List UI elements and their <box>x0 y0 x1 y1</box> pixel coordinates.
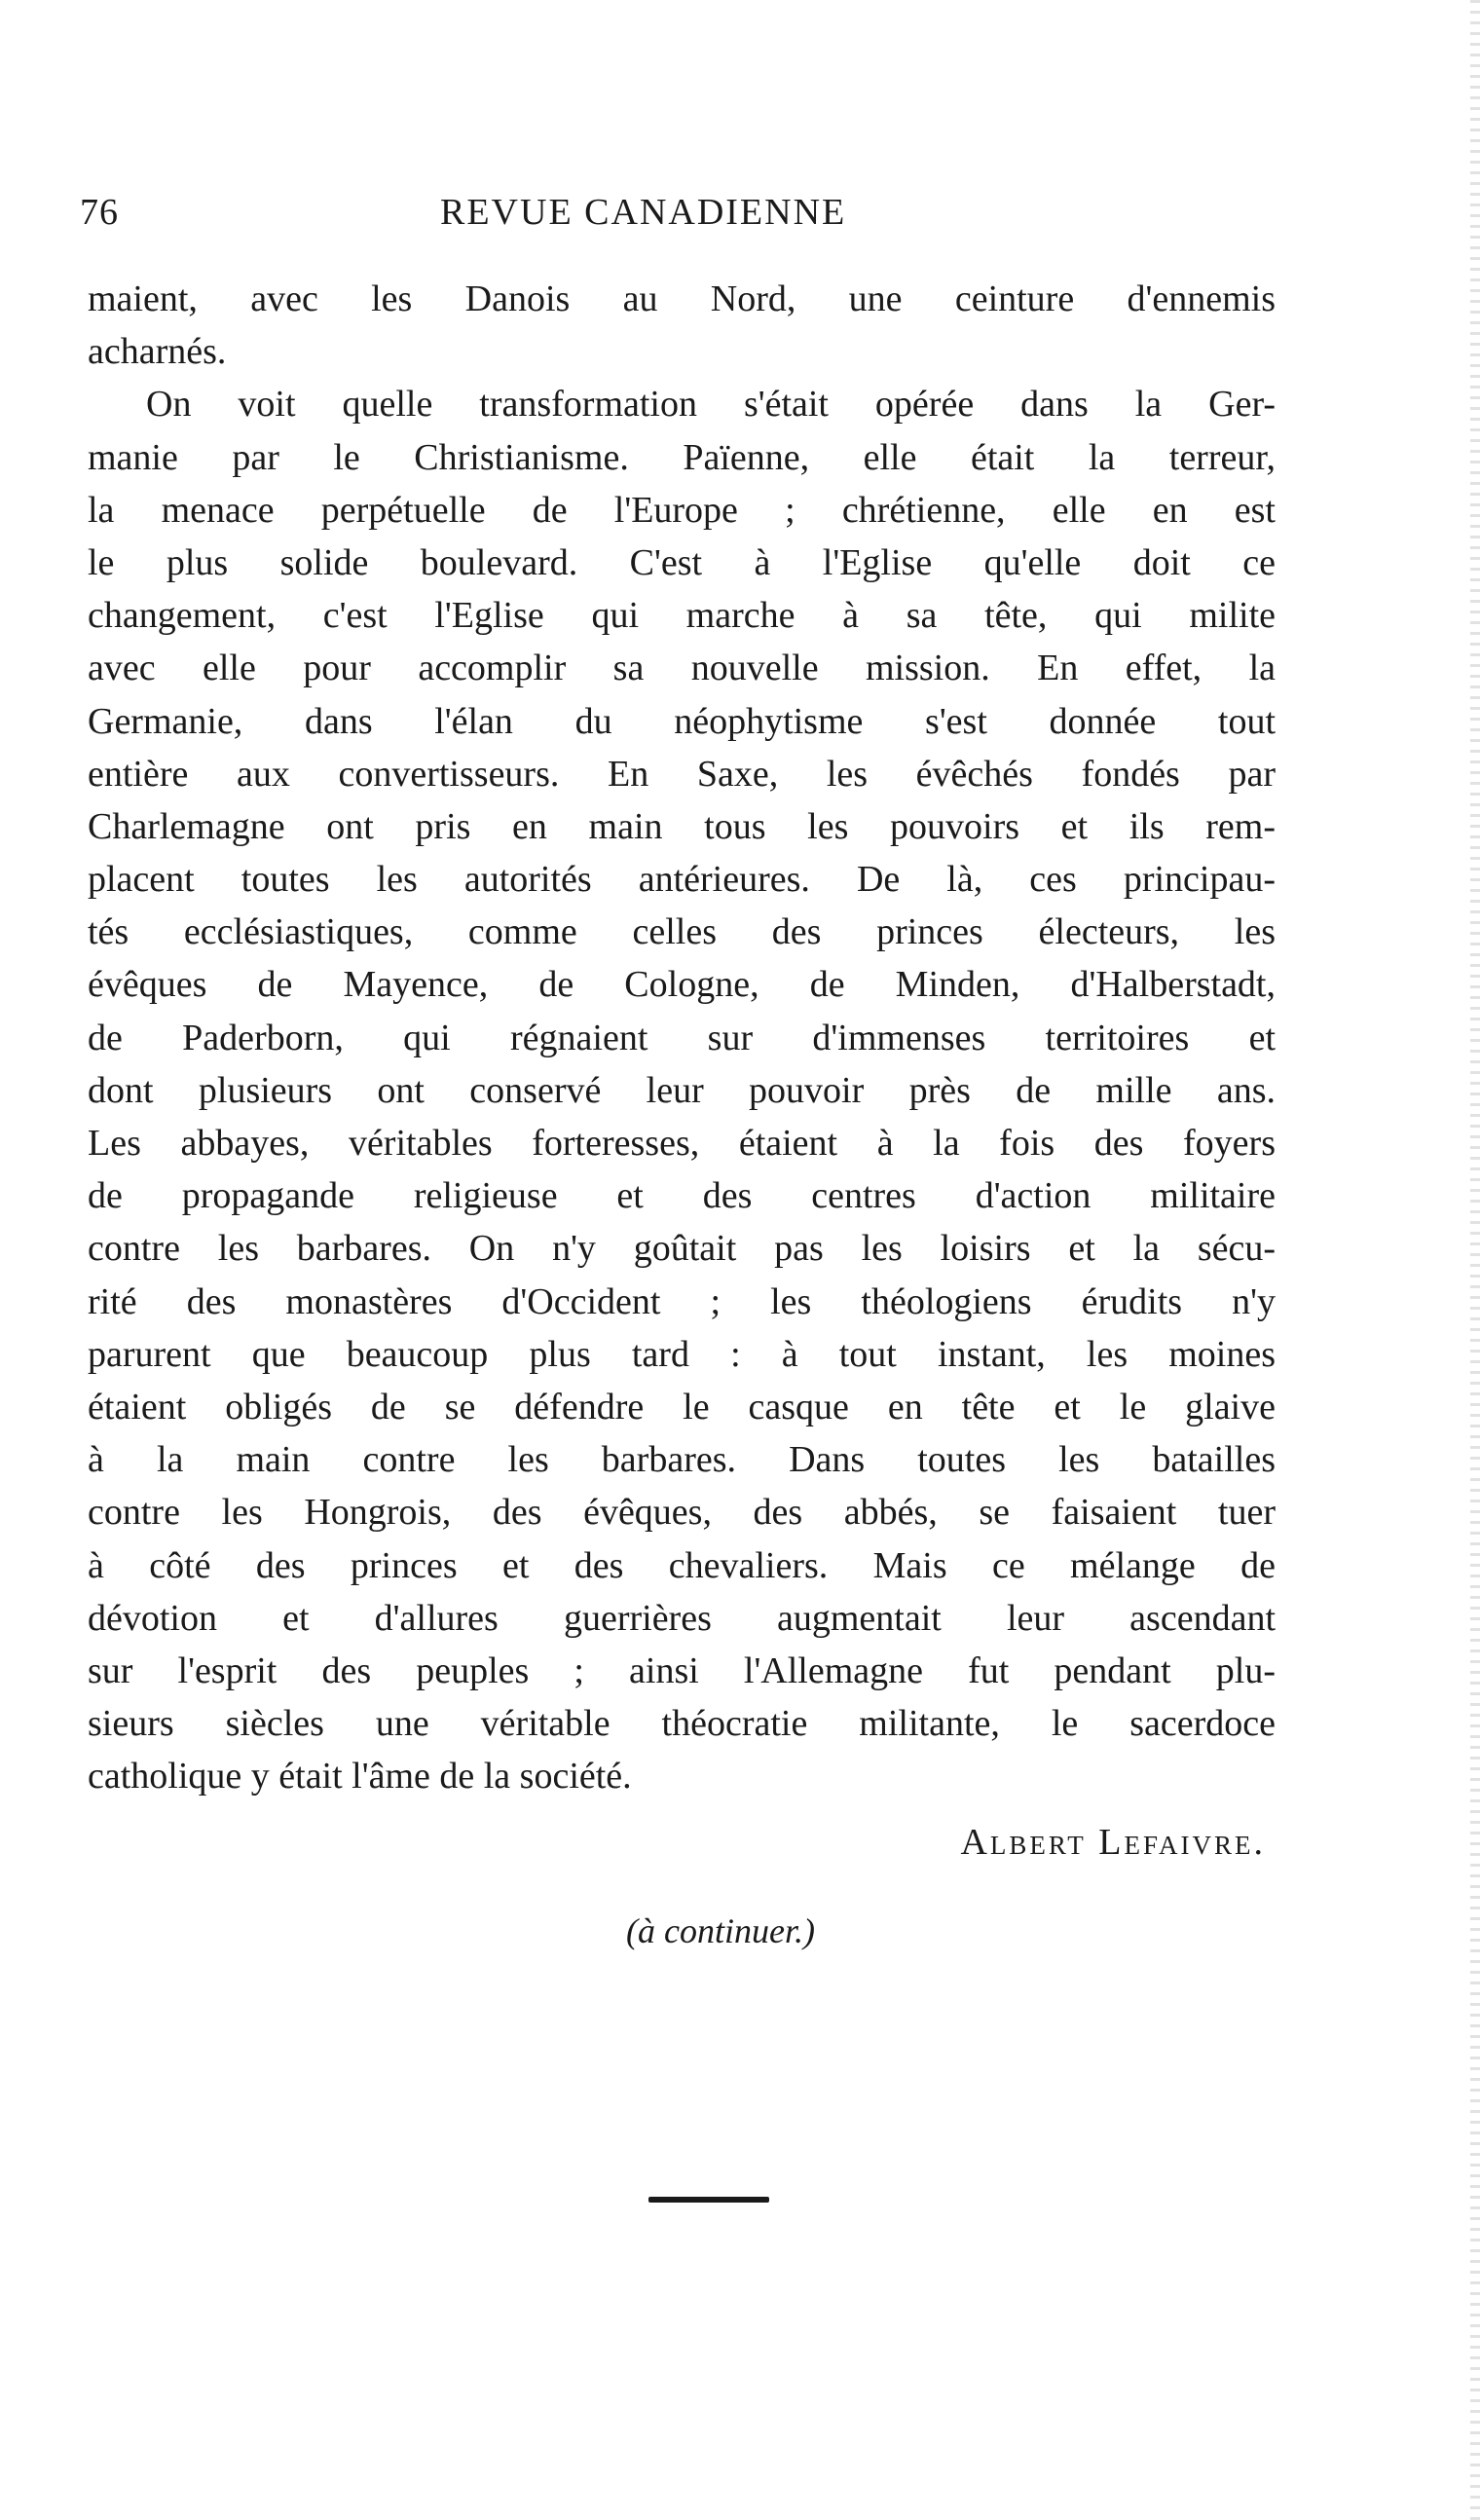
page-header <box>80 191 1277 249</box>
end-rule-divider <box>648 2197 769 2203</box>
text-line: On voit quelle transformation s'était opérée dans la Ger- <box>146 384 1276 426</box>
text-line: étaient obligés de se défendre le casque en tête et le glaive <box>88 1386 1276 1427</box>
text-line: parurent que beaucoup plus tard : à tout instant, les moines <box>88 1333 1276 1375</box>
text-line: Les abbayes, véritables forteresses, étaient à la fois des foyers <box>88 1123 1276 1164</box>
text-line: dont plusieurs ont conservé leur pouvoir près de mille ans. <box>88 1069 1276 1111</box>
text-line: de propagande religieuse et des centres d'action militaire <box>88 1175 1276 1217</box>
text-line: entière aux convertisseurs. En Saxe, les évêchés fondés par <box>88 753 1276 795</box>
running-title: REVUE CANADIENNE <box>440 192 847 233</box>
text-line: évêques de Mayence, de Cologne, de Minden, d'Halberstadt, <box>88 964 1276 1006</box>
text-line: sur l'esprit des peuples ; ainsi l'Allemagne fut pendant plu- <box>88 1649 1276 1691</box>
text-line: à la main contre les barbares. Dans toutes les batailles <box>88 1439 1276 1481</box>
text-line: manie par le Christianisme. Païenne, elle était la terreur, <box>88 436 1276 478</box>
text-line: de Paderborn, qui régnaient sur d'immenses territoires et <box>88 1017 1276 1058</box>
text-line: rité des monastères d'Occident ; les théologiens érudits n'y <box>88 1280 1276 1322</box>
text-line: la menace perpétuelle de l'Europe ; chrétienne, elle en est <box>88 489 1276 531</box>
page-number: 76 <box>80 192 119 233</box>
text-line: placent toutes les autorités antérieures. De là, ces principau- <box>88 859 1276 901</box>
text-line: sieurs siècles une véritable théocratie militante, le sacerdoce <box>88 1703 1276 1745</box>
text-line: dévotion et d'allures guerrières augmentait leur ascendant <box>88 1597 1276 1639</box>
text-line: changement, c'est l'Eglise qui marche à sa tête, qui milite <box>88 595 1276 637</box>
text-line: Charlemagne ont pris en main tous les pouvoirs et ils rem- <box>88 805 1276 847</box>
text-line: le plus solide boulevard. C'est à l'Eglise qu'elle doit ce <box>88 541 1276 583</box>
text-line: à côté des princes et des chevaliers. Mais ce mélange de <box>88 1544 1276 1586</box>
text-line: Germanie, dans l'élan du néophytisme s'est donnée tout <box>88 700 1276 742</box>
author-signature: Albert Lefaivre. <box>960 1822 1266 1863</box>
text-line: tés ecclésiastiques, comme celles des princes électeurs, les <box>88 911 1276 953</box>
continuation-note: (à continuer.) <box>626 1911 815 1950</box>
text-line: avec elle pour accomplir sa nouvelle mission. En effet, la <box>88 648 1276 689</box>
text-line: acharnés. <box>88 331 227 373</box>
text-line: contre les barbares. On n'y goûtait pas les loisirs et la sécu- <box>88 1228 1276 1270</box>
body-text <box>88 273 1276 1802</box>
text-line: catholique y était l'âme de la société. <box>88 1756 632 1797</box>
text-line: maient, avec les Danois au Nord, une ceinture d'ennemis <box>88 278 1276 319</box>
text-line: contre les Hongrois, des évêques, des abbés, se faisaient tuer <box>88 1492 1276 1534</box>
page-edge <box>1470 0 1480 2520</box>
